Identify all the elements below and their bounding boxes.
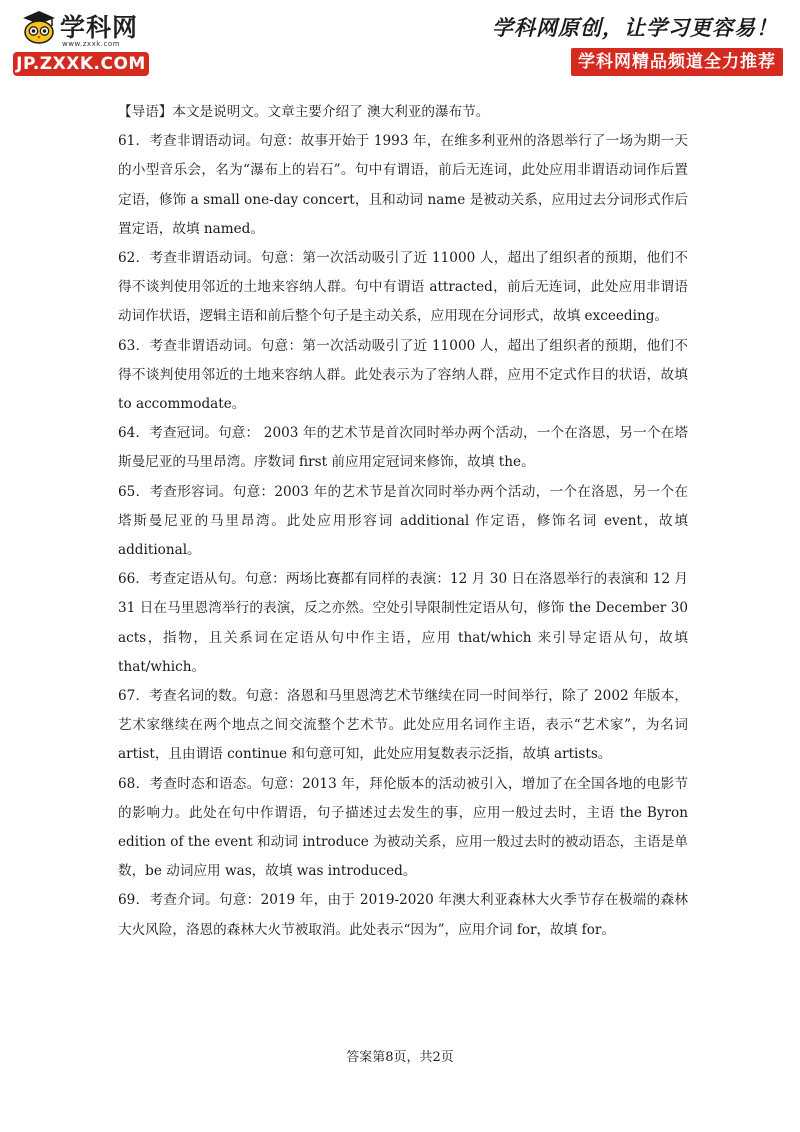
answer-68: 68．考查时态和语态。句意：2013 年，拜伦版本的活动被引入，增加了在全国各地的电影节的影响力。此处在句中作谓语，句子描述过去发生的事，应用一般过去时，主语 the Byron edition of the event 和动词 introduce 为被动关系，应用一般过去时的被动语态，主语是单数，be 动词应用 was，故填 was introduced。 <box>118 775 688 880</box>
page-footer: 答案第8页，共2页 <box>346 1050 454 1065</box>
answer-61: 61．考查非谓语动词。句意：故事开始于 1993 年，在维多利亚州的洛恩举行了一场为期一天的小型音乐会，名为“瀑布上的岩石”。句中有谓语，前后无连词，此处应用非谓语动词作后置定语，修饰 a small one-day concert，且和动词 name 是被动关系，应用过去分词形式作后置定语，故填 named。 <box>118 133 688 237</box>
answer-67: 67．考查名词的数。句意：洛恩和马里恩湾艺术节继续在同一时间举行，除了 2002 年版本，艺术家继续在两个地点之间交流整个艺术节。此处应用名词作主语，表示“艺术家”，为名词 artist，且由谓语 continue 和句意可知，此处应用复数表示泛指，故填 artists。 <box>118 688 688 763</box>
answer-69: 69．考查介词。句意：2019 年，由于 2019-2020 年澳大利亚森林大火季节存在极端的森林大火风险，洛恩的森林大火节被取消。此处表示“因为”，应用介词 for，故填 for。 <box>118 892 688 938</box>
answer-66: 66．考查定语从句。句意：两场比赛都有同样的表演：12 月 30 日在洛恩举行的表演和 12 月 31 日在马里恩湾举行的表演，反之亦然。空处引导限制性定语从句，修饰 the December 30 acts，指物，且关系词在定语从句中作主语，应用 that/which 来引导定语从句，故填 that/which。 <box>118 571 688 675</box>
logo-url: www.zxxk.com <box>62 40 120 48</box>
intro-paragraph: 【导语】本文是说明文。文章主要介绍了 澳大利亚的瀑布节。 <box>118 104 490 120</box>
logo-badge[interactable]: JP.ZXXK.COM <box>13 52 149 76</box>
logo-text: 学科网 <box>60 13 139 42</box>
answer-64: 64．考查冠词。句意： 2003 年的艺术节是首次同时举办两个活动，一个在洛恩，另一个在塔斯曼尼亚的马里昂湾。序数词 first 前应用定冠词来修饰，故填 the。 <box>118 425 688 471</box>
answer-62: 62．考查非谓语动词。句意：第一次活动吸引了近 11000 人，超出了组织者的预期，他们不得不谈判使用邻近的土地来容纳人群。句中有谓语 attracted，前后无连词，此处应用非谓语动词作状语，逻辑主语和前后整个句子是主动关系，应用现在分词形式，故填 exceeding。 <box>118 250 688 325</box>
slogan: 学科网原创，让学习更容易！ <box>492 15 778 40</box>
channel-badge[interactable]: 学科网精品频道全力推荐 <box>571 48 783 76</box>
answer-65: 65．考查形容词。句意：2003 年的艺术节是首次同时举办两个活动，一个在洛恩，另一个在塔斯曼尼亚的马里昂湾。此处应用形容词 additional 作定语，修饰名词 event，故填 additional。 <box>118 483 688 559</box>
answer-63: 63．考查非谓语动词。句意：第一次活动吸引了近 11000 人，超出了组织者的预期，他们不得不谈判使用邻近的土地来容纳人群。此处表示为了容纳人群，应用不定式作目的状语，故填 to accommodate。 <box>118 337 688 413</box>
zxxk-logo[interactable] <box>22 10 152 48</box>
answer-content <box>118 98 688 945</box>
page-header <box>0 0 800 90</box>
owl-mascot-icon <box>22 10 56 44</box>
